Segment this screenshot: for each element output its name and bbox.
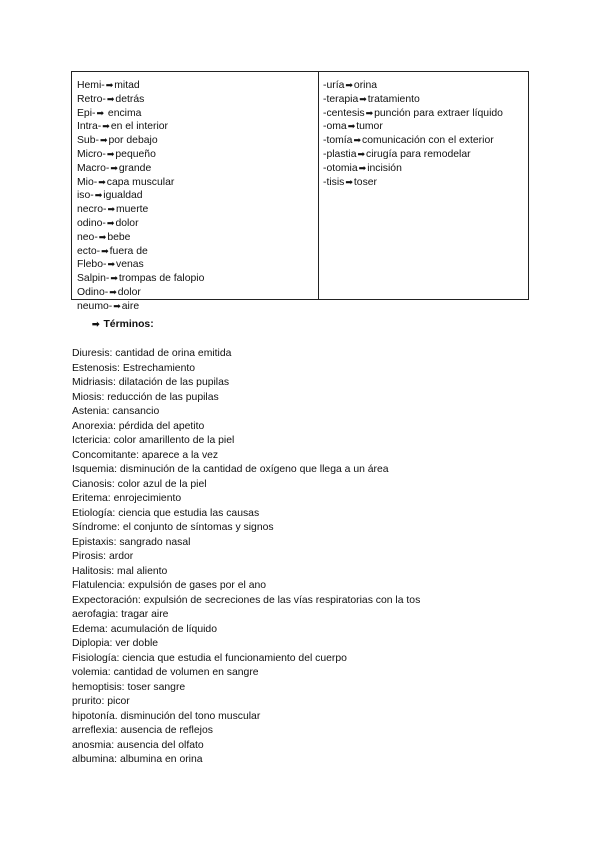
affix: Epi- (77, 107, 96, 119)
right-arrow-icon: ➡ (94, 190, 103, 201)
prefixes-column (72, 72, 319, 312)
table-entry (77, 176, 318, 190)
affix: Intra- (77, 121, 102, 133)
table-entry (77, 189, 318, 203)
right-arrow-icon: ➡ (358, 162, 367, 173)
meaning: pequeño (115, 148, 156, 160)
table-entry (323, 148, 528, 162)
affix: ecto- (77, 245, 101, 257)
table-entry (323, 176, 528, 190)
right-arrow-icon: ➡ (98, 231, 107, 242)
meaning: venas (116, 259, 144, 271)
affix: Mio- (77, 176, 98, 188)
right-arrow-icon: ➡ (106, 148, 115, 159)
affix: iso- (77, 190, 94, 202)
term-item: Concomitante: aparece a la vez (72, 449, 219, 461)
right-arrow-icon: ➡ (347, 121, 356, 132)
table-entry (77, 93, 318, 107)
affix: odino- (77, 217, 106, 229)
meaning: comunicación con el exterior (362, 135, 494, 147)
table-entry (77, 79, 318, 93)
term-item: Astenia: cansancio (72, 406, 160, 417)
table-entry (77, 286, 318, 300)
term-item: Edema: acumulación de líquido (72, 623, 217, 635)
affix: Salpin- (77, 273, 110, 285)
table-entry (77, 148, 318, 162)
meaning: fuera de (109, 245, 148, 257)
meaning: bebe (107, 231, 131, 243)
term-item: albumina: albumina en orina (72, 754, 203, 765)
table-entry (77, 258, 318, 272)
right-arrow-icon: ➡ (96, 107, 105, 118)
term-item: aerofagia: tragar aire (72, 609, 169, 620)
right-arrow-icon: ➡ (345, 176, 353, 187)
table-entry (323, 93, 528, 107)
right-arrow-icon: ➡ (365, 107, 374, 118)
term-item: Fisiología: ciencia que estudia el funcionamiento del cuerpo (72, 652, 347, 664)
affix: Hemi- (77, 80, 105, 91)
term-item: Cianosis: color azul de la piel (72, 478, 207, 490)
right-arrow-icon: ➡ (101, 245, 109, 256)
term-item: Síndrome: el conjunto de síntomas y signos (72, 522, 274, 533)
meaning: toser (353, 176, 378, 188)
terms-heading-label: Términos: (103, 319, 154, 330)
right-arrow-icon: ➡ (106, 217, 115, 228)
affix: -tisis (323, 176, 345, 188)
affix: -tomía (323, 135, 353, 147)
table-entry (77, 107, 318, 121)
table-entry (77, 134, 318, 148)
affix: Retro- (77, 93, 106, 105)
right-arrow-icon: ➡ (113, 300, 121, 311)
term-item: Eritema: enrojecimiento (72, 493, 182, 504)
affix: -otomia (323, 162, 358, 174)
meaning: por debajo (108, 135, 158, 147)
meaning: incisión (367, 162, 402, 174)
meaning: aire (121, 300, 140, 312)
meaning: igualdad (103, 190, 143, 202)
table-entry (77, 217, 318, 231)
affix: necro- (77, 204, 107, 216)
term-item: Diplopia: ver doble (72, 638, 159, 649)
right-arrow-icon: ➡ (359, 93, 367, 104)
affix: Odino- (77, 286, 109, 298)
meaning: capa muscular (106, 176, 175, 188)
table-entry (77, 245, 318, 259)
term-item: volemia: cantidad de volumen en sangre (72, 667, 259, 678)
table-entry (323, 134, 528, 148)
term-item: hemoptisis: toser sangre (72, 681, 186, 693)
meaning: muerte (116, 204, 149, 216)
table-entry (77, 300, 318, 314)
meaning: orina (353, 80, 378, 91)
meaning: en el interior (110, 121, 168, 133)
table-entry (77, 162, 318, 176)
right-arrow-icon: ➡ (110, 162, 118, 173)
right-arrow-icon: ➡ (110, 273, 118, 284)
meaning: tratamiento (367, 93, 420, 105)
term-item: Pirosis: ardor (72, 551, 134, 562)
right-arrow-icon: ➡ (102, 121, 110, 132)
term-item: hipotonía. disminución del tono muscular (72, 710, 261, 722)
term-item: Midriasis: dilatación de las pupilas (72, 377, 230, 388)
affix: -terapia (323, 93, 359, 105)
term-item: Ictericia: color amarillento de la piel (72, 435, 235, 446)
table-entry (77, 272, 318, 286)
affix: -plastia (323, 148, 357, 160)
right-arrow-icon: ➡ (92, 319, 100, 329)
meaning: detrás (115, 93, 145, 105)
term-item: Epistaxis: sangrado nasal (72, 536, 191, 548)
meaning: mitad (114, 80, 140, 91)
term-item: Diuresis: cantidad de orina emitida (72, 348, 232, 359)
meaning: cirugía para remodelar (366, 148, 471, 160)
affix: neumo- (77, 300, 113, 312)
meaning: grande (118, 162, 152, 174)
right-arrow-icon: ➡ (105, 80, 114, 90)
table-entry (323, 162, 528, 176)
table-entry (323, 107, 528, 121)
term-item: Estenosis: Estrechamiento (72, 362, 196, 374)
meaning: dolor (117, 286, 141, 298)
affix: -oma (323, 121, 347, 133)
meaning: trompas de falopio (118, 273, 205, 285)
prefix-suffix-table (71, 71, 529, 312)
meaning: punción para extraer líquido (374, 107, 503, 119)
terms-list (72, 347, 420, 768)
affix: neo- (77, 231, 98, 243)
term-item: Anorexia: pérdida del apetito (72, 420, 205, 432)
right-arrow-icon: ➡ (345, 80, 353, 90)
right-arrow-icon: ➡ (98, 176, 106, 187)
right-arrow-icon: ➡ (107, 204, 115, 215)
suffixes-column (319, 72, 528, 299)
table-entry (323, 120, 528, 134)
term-item: anosmia: ausencia del olfato (72, 739, 204, 751)
right-arrow-icon: ➡ (107, 259, 115, 270)
term-item: prurito: picor (72, 696, 130, 707)
term-item: Halitosis: mal aliento (72, 565, 168, 577)
term-item: Miosis: reducción de las pupilas (72, 391, 219, 403)
right-arrow-icon: ➡ (106, 93, 115, 104)
right-arrow-icon: ➡ (353, 135, 361, 146)
table-entry (323, 79, 528, 93)
term-item: arreflexia: ausencia de reflejos (72, 725, 213, 736)
table-entry (77, 120, 318, 134)
meaning: tumor (356, 121, 383, 133)
term-item: Expectoración: expulsión de secreciones de las vías respiratorias con la tos (72, 594, 421, 606)
table-entry (77, 203, 318, 217)
right-arrow-icon: ➡ (109, 286, 117, 297)
term-item: Etiología: ciencia que estudia las causas (72, 507, 260, 519)
affix: Macro- (77, 162, 110, 174)
right-arrow-icon: ➡ (99, 135, 108, 146)
affix: Flebo- (77, 259, 107, 271)
right-arrow-icon: ➡ (357, 148, 366, 159)
affix: Micro- (77, 148, 106, 160)
meaning: dolor (115, 217, 139, 229)
table-entry (77, 231, 318, 245)
affix: Sub- (77, 135, 99, 147)
term-item: Isquemia: disminución de la cantidad de oxígeno que llega a un área (72, 464, 389, 475)
terms-heading (91, 319, 154, 330)
affix: -uría (323, 80, 345, 91)
meaning: encima (105, 107, 142, 119)
affix: -centesis (323, 107, 365, 119)
term-item: Flatulencia: expulsión de gases por el ano (72, 580, 267, 591)
